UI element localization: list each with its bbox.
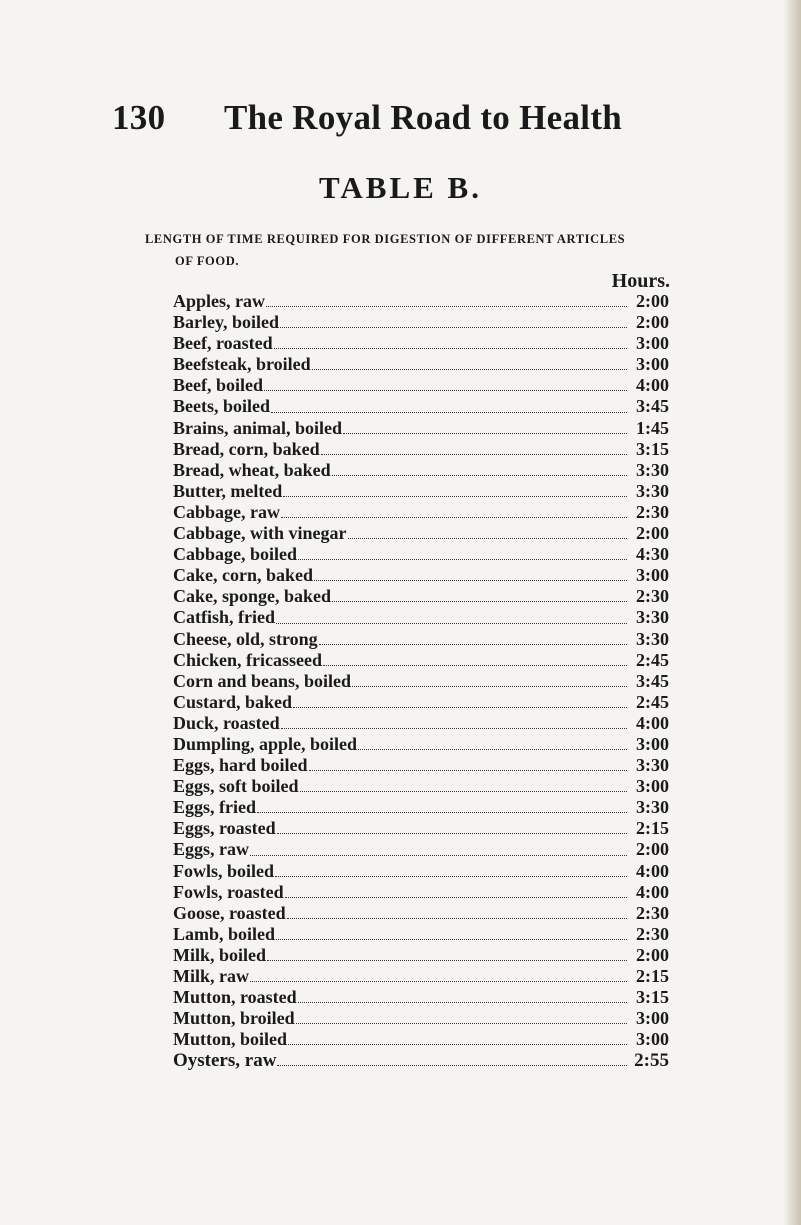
digestion-time: 3:30 [636,480,669,501]
dot-leader [298,558,627,560]
table-row [173,1050,669,1071]
subtitle-line-2: OF FOOD. [175,254,240,268]
digestion-time: 3:30 [636,797,669,818]
dot-leader [275,875,627,877]
food-name: Fowls, boiled [173,860,275,881]
dot-leader [250,854,627,856]
dot-leader [348,537,627,539]
digestion-time: 4:00 [636,881,669,902]
table-row [173,565,669,586]
table-row [173,903,669,924]
digestion-time: 2:55 [634,1050,669,1072]
table-row [173,734,669,755]
table-row [173,586,669,607]
digestion-time: 3:00 [636,1008,669,1029]
food-name: Eggs, raw [173,839,249,860]
digestion-time: 2:00 [636,944,669,965]
dot-leader [281,516,627,518]
dot-leader [277,832,627,834]
food-name: Oysters, raw [173,1050,277,1072]
table-row [173,861,669,882]
dot-leader [321,453,627,455]
food-name: Duck, roasted [173,712,280,733]
food-name: Custard, baked [173,691,293,712]
table-row [173,650,669,671]
food-name: Goose, roasted [173,902,286,923]
food-name: Beef, roasted [173,333,273,354]
dot-leader [257,811,627,813]
food-name: Bread, wheat, baked [173,459,331,480]
digestion-time: 2:30 [636,923,669,944]
digestion-time: 2:30 [636,902,669,923]
dot-leader [250,980,627,982]
dot-leader [281,727,627,729]
dot-leader [352,685,627,687]
food-name: Fowls, roasted [173,881,284,902]
table-row [173,987,669,1008]
digestion-time: 2:45 [636,649,669,670]
digestion-time: 4:00 [636,860,669,881]
digestion-time: 3:45 [636,396,669,417]
table-row [173,924,669,945]
table-row [173,502,669,523]
table-row [173,375,669,396]
table-row [173,839,669,860]
dot-leader [271,411,627,413]
dot-leader [323,664,627,666]
dot-leader [283,495,627,497]
digestion-time: 3:00 [636,333,669,354]
dot-leader [319,643,627,645]
dot-leader [267,959,627,961]
food-name: Catfish, fried [173,607,275,628]
dot-leader [332,600,627,602]
subtitle-line-1: LENGTH OF TIME REQUIRED FOR DIGESTION OF DIFFERENT ARTICLES [145,232,626,246]
food-name: Beef, boiled [173,375,263,396]
food-name: Cheese, old, strong [173,628,318,649]
table-row [173,312,669,333]
food-name: Mutton, boiled [173,1029,288,1050]
food-name: Mutton, roasted [173,987,297,1008]
food-name: Dumpling, apple, boiled [173,733,358,754]
food-name: Cabbage, raw [173,501,280,522]
digestion-time: 2:15 [636,966,669,986]
dot-leader [277,1064,627,1066]
digestion-time: 4:00 [636,712,669,733]
digestion-time: 2:30 [636,501,669,522]
table-row [173,460,669,481]
table-title: TABLE B. [319,170,482,205]
digestion-time: 1:45 [636,417,669,438]
food-name: Milk, raw [173,966,249,986]
table-subtitle [145,228,665,272]
food-name: Cake, corn, baked [173,565,314,586]
digestion-time: 2:00 [636,839,669,860]
table-row [173,291,669,312]
dot-leader [276,622,627,624]
food-name: Cabbage, with vinegar [173,523,347,544]
digestion-time: 3:15 [636,987,669,1008]
dot-leader [274,347,627,349]
table-row [173,481,669,502]
table-row [173,671,669,692]
dot-leader [293,706,627,708]
table-row [173,523,669,544]
table-row [173,818,669,839]
food-name: Eggs, roasted [173,818,276,839]
dot-leader [264,389,627,391]
table-row [173,755,669,776]
digestion-time: 3:15 [636,438,669,459]
digestion-time: 3:00 [636,1029,669,1050]
running-title: The Royal Road to Health [224,98,623,137]
table-row [173,396,669,417]
hours-column-header: Hours. [611,270,670,292]
food-name: Beets, boiled [173,396,270,417]
dot-leader [266,305,627,307]
digestion-time: 3:30 [636,755,669,776]
table-row [173,966,669,987]
table-row [173,354,669,375]
digestion-time: 2:30 [636,586,669,607]
digestion-time: 3:00 [636,776,669,797]
table-row [173,1008,669,1029]
food-name: Bread, corn, baked [173,438,320,459]
food-name: Mutton, broiled [173,1008,295,1029]
digestion-time: 3:00 [636,565,669,586]
digestion-time: 4:00 [636,375,669,396]
dot-leader [296,1022,627,1024]
digestion-time: 3:00 [636,354,669,375]
food-name: Cabbage, boiled [173,544,298,565]
digestion-time: 3:00 [636,733,669,754]
digestion-time: 2:00 [636,523,669,544]
dot-leader [280,326,627,328]
digestion-time: 2:15 [636,818,669,839]
dot-leader [288,1043,627,1045]
digestion-time: 3:45 [636,670,669,691]
food-name: Eggs, fried [173,797,256,818]
food-name: Corn and beans, boiled [173,670,352,691]
food-name: Brains, animal, boiled [173,417,343,438]
dot-leader [312,368,627,370]
table-row [173,607,669,628]
table-row [173,882,669,903]
page-number: 130 [112,98,166,137]
digestion-time: 4:30 [636,544,669,565]
digestion-time: 2:00 [636,312,669,333]
food-name: Eggs, soft boiled [173,776,299,797]
food-name: Butter, melted [173,480,283,501]
digestion-time: 3:30 [636,628,669,649]
table-row [173,544,669,565]
food-name: Milk, boiled [173,944,267,965]
food-name: Beefsteak, broiled [173,354,311,375]
dot-leader [285,896,627,898]
digestion-time: 3:30 [636,459,669,480]
running-head [112,98,672,138]
dot-leader [276,938,627,940]
dot-leader [314,579,627,581]
table-row [173,713,669,734]
dot-leader [300,790,627,792]
table-row [173,945,669,966]
food-name: Cake, sponge, baked [173,586,332,607]
table-row [173,776,669,797]
digestion-table [173,291,669,1071]
digestion-time: 2:45 [636,691,669,712]
table-row [173,333,669,354]
digestion-time: 2:00 [636,291,669,311]
food-name: Barley, boiled [173,312,280,333]
dot-leader [343,432,627,434]
table-row [173,629,669,650]
dot-leader [358,748,627,750]
food-name: Chicken, fricasseed [173,649,322,670]
table-row [173,797,669,818]
dot-leader [287,917,627,919]
table-row [173,439,669,460]
dot-leader [309,769,627,771]
food-name: Eggs, hard boiled [173,755,308,776]
table-row [173,692,669,713]
table-row [173,418,669,439]
dot-leader [298,1001,627,1003]
food-name: Lamb, boiled [173,923,276,944]
digestion-time: 3:30 [636,607,669,628]
food-name: Apples, raw [173,291,266,311]
dot-leader [332,474,627,476]
table-row [173,1029,669,1050]
